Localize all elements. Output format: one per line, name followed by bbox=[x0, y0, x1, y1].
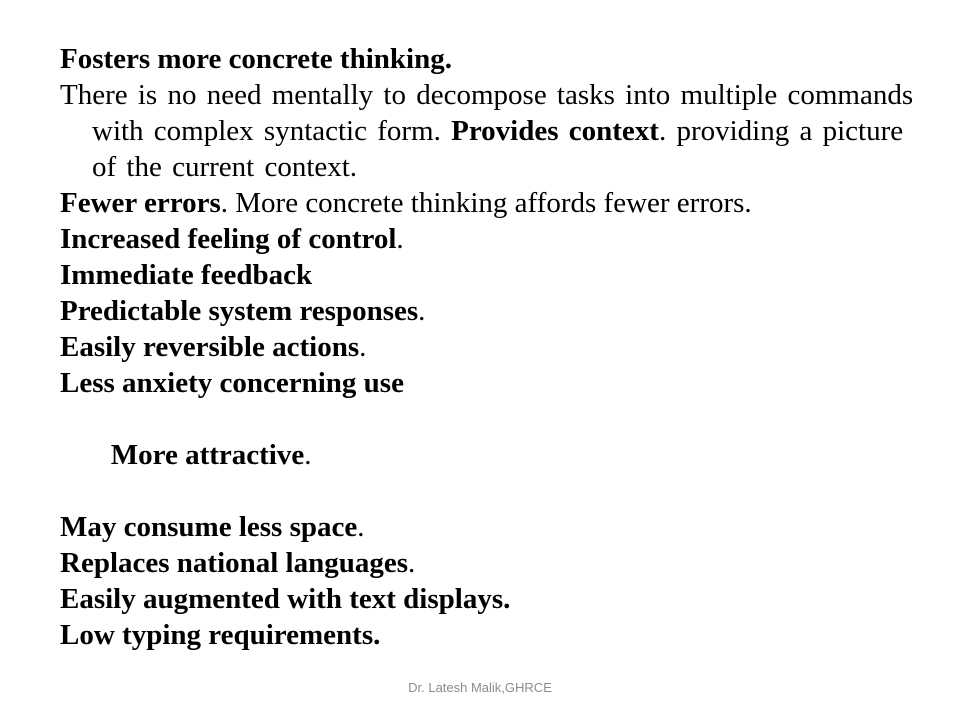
list-item bbox=[60, 509, 920, 545]
item-text: There is no need mentally to decompose tasks into multiple commands with complex syntactic form. bbox=[60, 79, 914, 147]
item-bold-text: Fewer errors bbox=[60, 187, 221, 219]
list-item bbox=[60, 329, 920, 365]
item-bold-text: Low typing requirements. bbox=[60, 619, 381, 651]
item-text: . bbox=[304, 439, 312, 471]
list-item bbox=[60, 365, 920, 401]
list-item bbox=[60, 221, 920, 257]
item-bold-text: Easily augmented with text displays. bbox=[60, 583, 511, 615]
item-bold-text: Provides context bbox=[451, 115, 659, 147]
item-bold-text: Immediate feedback bbox=[60, 259, 313, 291]
item-text: . bbox=[357, 511, 365, 543]
item-bold-text: May consume less space bbox=[60, 511, 358, 543]
list-item bbox=[60, 617, 920, 653]
slide-body bbox=[60, 41, 920, 653]
slide-footer: Dr. Latesh Malik,GHRCE bbox=[408, 680, 552, 695]
item-text: . bbox=[418, 295, 426, 327]
item-text: . providing a picture of the current context. bbox=[92, 115, 904, 183]
item-bold-text: Fosters more concrete thinking. bbox=[60, 43, 452, 75]
item-text: . bbox=[396, 223, 404, 255]
list-item bbox=[60, 545, 920, 581]
list-item bbox=[60, 293, 920, 329]
item-bold-text: Increased feeling of control bbox=[60, 223, 397, 255]
item-text: . bbox=[359, 331, 367, 363]
list-item bbox=[60, 257, 920, 293]
list-item bbox=[60, 401, 920, 509]
item-bold-text: Easily reversible actions bbox=[60, 331, 360, 363]
list-item bbox=[60, 41, 920, 77]
item-bold-text: Predictable system responses bbox=[60, 295, 419, 327]
item-text: . More concrete thinking affords fewer errors. bbox=[220, 187, 752, 219]
item-bold-text: Replaces national languages bbox=[60, 547, 409, 579]
list-item bbox=[60, 77, 920, 185]
item-bold-text: Less anxiety concerning use bbox=[60, 367, 404, 399]
item-text: . bbox=[408, 547, 416, 579]
list-item bbox=[60, 185, 920, 221]
item-bold-text: More attractive bbox=[103, 439, 305, 471]
list-item bbox=[60, 581, 920, 617]
